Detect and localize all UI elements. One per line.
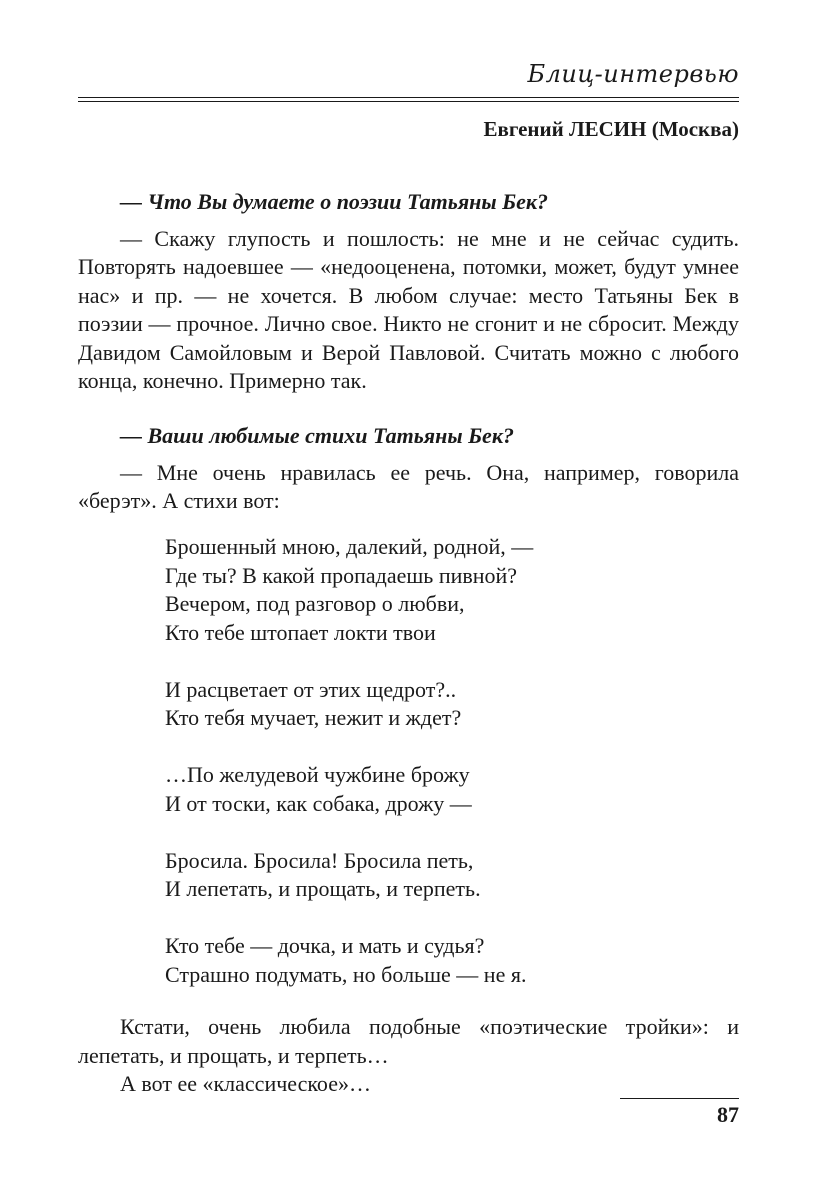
- poem-line: Бросила. Бросила! Бросила петь,: [165, 847, 474, 873]
- header-double-rule: [78, 97, 739, 102]
- footer-rule: [620, 1098, 739, 1099]
- poem-line: И от тоски, как собака, дрожу —: [165, 790, 472, 816]
- page-number: 87: [717, 1102, 739, 1127]
- section-title: Блиц-интервью: [527, 60, 739, 88]
- poem-stanza-5: [165, 932, 533, 989]
- poem: [165, 533, 533, 989]
- poem-line: Кто тебе — дочка, и мать и судья?: [165, 933, 485, 958]
- closing-paragraph-1: Кстати, очень любила подобные «поэтические тройки»: и лепетать, и прощать, и терпеть…: [78, 1014, 739, 1068]
- poem-line: Где ты? В какой пропадаешь пивной?: [165, 562, 518, 588]
- poem-stanza-3: [165, 761, 533, 818]
- qa-block-1: [78, 188, 739, 396]
- poem-line: Кто тебя мучает, нежит и ждет?: [165, 705, 462, 730]
- poem-line: И расцветает от этих щедрот?..: [165, 676, 457, 702]
- poem-line: Страшно подумать, но больше — не я.: [165, 961, 527, 987]
- answer-2: — Мне очень нравилась ее речь. Она, например, говорила «берэт». А стихи вот:: [78, 459, 739, 513]
- poem-line: И лепетать, и прощать, и терпеть.: [165, 876, 481, 901]
- author-line: Евгений ЛЕСИН (Москва): [483, 117, 739, 141]
- poem-line: Вечером, под разговор о любви,: [165, 591, 465, 616]
- poem-stanza-2: [165, 676, 533, 733]
- question-2: — Ваши любимые стихи Татьяны Бек?: [120, 423, 514, 448]
- question-1: — Что Вы думаете о поэзии Татьяны Бек?: [120, 189, 549, 214]
- closing-paragraphs: [78, 1013, 739, 1099]
- answer-1: — Скажу глупость и пошлость: не мне и не сейчас судить. Повторять надоевшее — «недооценена, потомки, может, будут умнее нас» и пр. — не хочется. В любом случае: место Татьяны Бек в поэзии — прочное. Лично свое. Никто не сгонит и не сбросит. Между Давидом Самойловым и Верой Павловой. Считать можно с любого конца, конечно. Примерно так.: [78, 225, 739, 393]
- poem-line: …По желудевой чужбине брожу: [165, 762, 470, 787]
- poem-stanza-4: [165, 847, 533, 904]
- poem-line: Брошенный мною, далекий, родной, —: [165, 534, 534, 559]
- qa-block-2: [78, 422, 739, 516]
- poem-stanza-1: [165, 533, 533, 647]
- poem-line: Кто тебе штопает локти твои: [165, 619, 436, 645]
- closing-paragraph-2: А вот ее «классическое»…: [120, 1071, 371, 1096]
